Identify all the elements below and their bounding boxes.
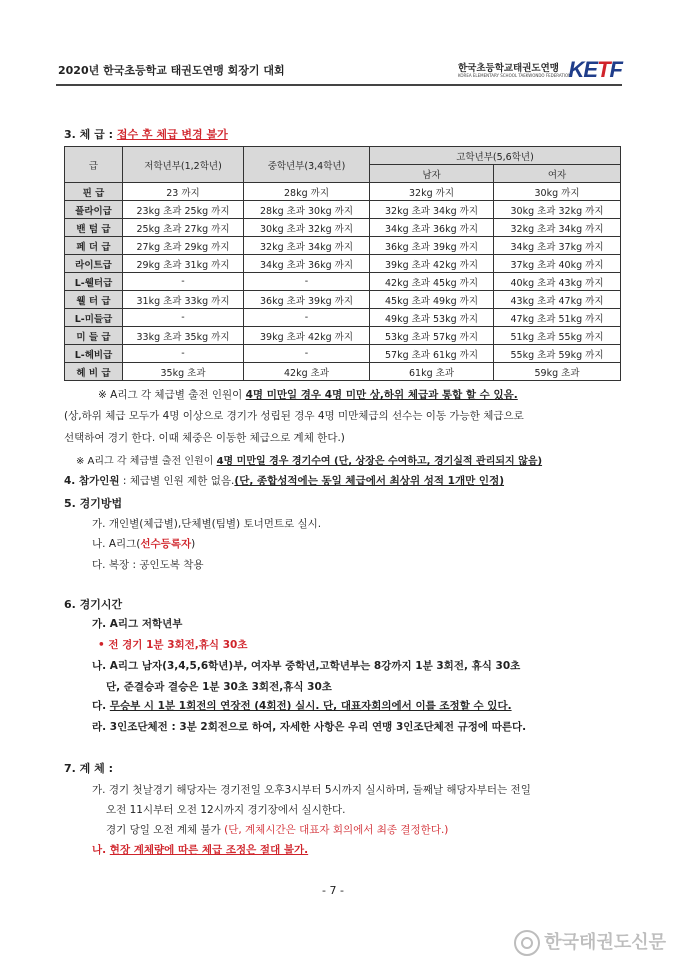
- federation-logo: [458, 57, 622, 82]
- header-female: 여자: [494, 165, 621, 183]
- table-row: [65, 183, 621, 201]
- section-5-ga: 가. 개인별(체급별),단체별(팀별) 토너먼트로 실시.: [92, 518, 322, 530]
- logo-korean-name: 한국초등학교태권도연맹: [458, 63, 559, 74]
- female-cell: 30kg 초과 32kg 까지: [494, 201, 621, 219]
- section-5-na: [92, 536, 195, 551]
- female-cell: 51kg 초과 55kg 까지: [494, 327, 621, 345]
- class-cell: 헤 비 급: [65, 363, 123, 381]
- header-male: 남자: [370, 165, 494, 183]
- mid-grade-cell: 28kg 까지: [244, 183, 370, 201]
- class-cell: 플라이급: [65, 201, 123, 219]
- mid-grade-cell: 30kg 초과 32kg 까지: [244, 219, 370, 237]
- section-4-heading: 4. 참가인원: [64, 475, 120, 487]
- low-grade-cell: 27kg 초과 29kg 까지: [123, 237, 244, 255]
- male-cell: 36kg 초과 39kg 까지: [370, 237, 494, 255]
- section-3-title: 3. 체 급: [64, 128, 105, 141]
- logo-mark-b: T: [597, 57, 610, 82]
- note-4-emphasis: 4명 미만일 경우 경기수여 (단, 상장은 수여하고, 경기실적 관리되지 않음): [216, 456, 543, 467]
- section-6-ga: 가. A리그 저학년부: [92, 618, 183, 630]
- class-cell: 미 들 급: [65, 327, 123, 345]
- class-cell: 웰 터 급: [65, 291, 123, 309]
- low-grade-cell: 33kg 초과 35kg 까지: [123, 327, 244, 345]
- note-4-text: ※ A리그 각 체급별 출전 인원이: [76, 456, 217, 467]
- mid-grade-cell: 32kg 초과 34kg 까지: [244, 237, 370, 255]
- section-4: [64, 473, 504, 488]
- logo-mark-c: F: [609, 57, 622, 82]
- logo-english-name: KOREA ELEMENTARY SCHOOL TAEKWONDO FEDERATION: [458, 73, 572, 78]
- watermark-text: 한국태권도신문: [544, 932, 666, 953]
- section-7-na-text: 현장 계체량에 따른 체급 조정은 절대 불가.: [109, 844, 309, 856]
- section-6-ra: 라. 3인조단체전 : 3분 2회전으로 하여, 자세한 사항은 우리 연맹 3인조단체전 규정에 따른다.: [92, 721, 527, 733]
- low-grade-cell: 31kg 초과 33kg 까지: [123, 291, 244, 309]
- class-cell: L-헤비급: [65, 345, 123, 363]
- mid-grade-cell: 28kg 초과 30kg 까지: [244, 201, 370, 219]
- mid-grade-cell: 36kg 초과 39kg 까지: [244, 291, 370, 309]
- class-cell: 핀 급: [65, 183, 123, 201]
- mid-grade-cell: 42kg 초과: [244, 363, 370, 381]
- table-row: [65, 291, 621, 309]
- watermark-logo-icon: [514, 930, 540, 956]
- section-4-emphasis: (단, 종합성적에는 동일 체급에서 최상위 성적 1개만 인정): [234, 475, 505, 487]
- section-7-ga-3: [106, 822, 448, 837]
- class-cell: L-미들급: [65, 309, 123, 327]
- male-cell: 49kg 초과 53kg 까지: [370, 309, 494, 327]
- female-cell: 30kg 까지: [494, 183, 621, 201]
- note-1-emphasis: 4명 미만일 경우 4명 미만 상,하위 체급과 통합 할 수 있음.: [245, 389, 518, 401]
- weight-class-table: [64, 146, 621, 381]
- female-cell: 40kg 초과 43kg 까지: [494, 273, 621, 291]
- table-row: [65, 327, 621, 345]
- section-5-da: 다. 복장 : 공인도복 착용: [92, 559, 204, 571]
- note-3: 선택하여 경기 한다. 이때 체중은 이동한 체급으로 계체 한다.): [64, 432, 345, 444]
- logo-mark-a: KE: [568, 57, 598, 82]
- note-4: [76, 452, 542, 467]
- section-7-na: [92, 842, 308, 857]
- section-5-na-a: 나. A리그(: [92, 538, 141, 550]
- mid-grade-cell: -: [244, 309, 370, 327]
- table-row: [65, 237, 621, 255]
- female-cell: 55kg 초과 59kg 까지: [494, 345, 621, 363]
- male-cell: 53kg 초과 57kg 까지: [370, 327, 494, 345]
- header-class: 급: [65, 147, 123, 183]
- document-header-title: 2020년 한국초등학교 태권도연맹 회장기 대회: [58, 64, 285, 77]
- female-cell: 34kg 초과 37kg 까지: [494, 237, 621, 255]
- note-1-text: ※ A리그 각 체급별 출전 인원이: [98, 389, 246, 401]
- header-high-grade: 고학년부(5,6학년): [370, 147, 621, 165]
- section-6-da: [92, 698, 512, 713]
- table-row: [65, 255, 621, 273]
- section-7-ga-3-note: (단, 계체시간은 대표자 회의에서 최종 결정한다.): [224, 824, 449, 836]
- section-6-na-1: 나. A리그 남자(3,4,5,6학년)부, 여자부 중학년,고학년부는 8강까지 1분 3회전, 휴식 30초: [92, 660, 521, 672]
- low-grade-cell: 25kg 초과 27kg 까지: [123, 219, 244, 237]
- note-1: [98, 387, 518, 402]
- section-4-text: : 체급별 인원 제한 없음.: [119, 475, 235, 487]
- low-grade-cell: -: [123, 345, 244, 363]
- female-cell: 43kg 초과 47kg 까지: [494, 291, 621, 309]
- section-5-na-c: ): [191, 538, 196, 550]
- section-5-na-b: 선수등록자: [140, 538, 192, 550]
- low-grade-cell: 35kg 초과: [123, 363, 244, 381]
- watermark: [514, 928, 666, 956]
- table-row: [65, 309, 621, 327]
- female-cell: 37kg 초과 40kg 까지: [494, 255, 621, 273]
- class-cell: 밴 텀 급: [65, 219, 123, 237]
- section-5-heading: 5. 경기방법: [64, 497, 123, 510]
- section-7-ga-3-text: 경기 당일 오전 계체 불가: [106, 824, 225, 836]
- header-low-grade: 저학년부(1,2학년): [123, 147, 244, 183]
- low-grade-cell: 29kg 초과 31kg 까지: [123, 255, 244, 273]
- section-6-da-prefix: 다.: [92, 700, 110, 712]
- page-number: - 7 -: [322, 884, 344, 897]
- low-grade-cell: -: [123, 273, 244, 291]
- header-rule: [56, 84, 622, 86]
- section-6-na-2: 단, 준결승과 결승은 1분 30초 3회전,휴식 30초: [106, 681, 332, 693]
- male-cell: 45kg 초과 49kg 까지: [370, 291, 494, 309]
- section-3-heading: [64, 126, 228, 142]
- logo-mark: [569, 57, 622, 83]
- mid-grade-cell: -: [244, 345, 370, 363]
- section-7-ga-1: 가. 경기 첫날경기 해당자는 경기전일 오후3시부터 5시까지 실시하며, 둘째날 해당자부터는 전일: [92, 784, 531, 796]
- section-3-colon: :: [104, 128, 117, 141]
- table-row: [65, 219, 621, 237]
- class-cell: 페 더 급: [65, 237, 123, 255]
- table-row: [65, 273, 621, 291]
- male-cell: 57kg 초과 61kg 까지: [370, 345, 494, 363]
- male-cell: 39kg 초과 42kg 까지: [370, 255, 494, 273]
- male-cell: 32kg 까지: [370, 183, 494, 201]
- low-grade-cell: 23kg 초과 25kg 까지: [123, 201, 244, 219]
- male-cell: 42kg 초과 45kg 까지: [370, 273, 494, 291]
- table-row: [65, 345, 621, 363]
- note-2: (상,하위 체급 모두가 4명 이상으로 경기가 성립된 경우 4명 미만체급의 선수는 이동 가능한 체급으로: [64, 410, 524, 422]
- header-mid-grade: 중학년부(3,4학년): [244, 147, 370, 183]
- class-cell: L-웰터급: [65, 273, 123, 291]
- weight-change-notice: 접수 후 체급 변경 불가: [116, 128, 228, 141]
- mid-grade-cell: 34kg 초과 36kg 까지: [244, 255, 370, 273]
- mid-grade-cell: -: [244, 273, 370, 291]
- table-row: [65, 201, 621, 219]
- class-cell: 라이트급: [65, 255, 123, 273]
- table-row: [65, 363, 621, 381]
- low-grade-cell: -: [123, 309, 244, 327]
- low-grade-cell: 23 까지: [123, 183, 244, 201]
- male-cell: 32kg 초과 34kg 까지: [370, 201, 494, 219]
- female-cell: 32kg 초과 34kg 까지: [494, 219, 621, 237]
- section-7-na-prefix: 나.: [92, 844, 110, 856]
- section-7-heading: 7. 계 체 :: [64, 762, 113, 775]
- female-cell: 59kg 초과: [494, 363, 621, 381]
- female-cell: 47kg 초과 51kg 까지: [494, 309, 621, 327]
- section-6-heading: 6. 경기시간: [64, 598, 123, 611]
- section-6-bullet: • 전 경기 1분 3회전,휴식 30초: [98, 639, 248, 651]
- section-6-da-text: 무승부 시 1분 1회전의 연장전 (4회전) 실시. 단, 대표자회의에서 이를 조정할 수 있다.: [109, 700, 512, 712]
- mid-grade-cell: 39kg 초과 42kg 까지: [244, 327, 370, 345]
- section-7-ga-2: 오전 11시부터 오전 12시까지 경기장에서 실시한다.: [106, 804, 346, 816]
- male-cell: 34kg 초과 36kg 까지: [370, 219, 494, 237]
- male-cell: 61kg 초과: [370, 363, 494, 381]
